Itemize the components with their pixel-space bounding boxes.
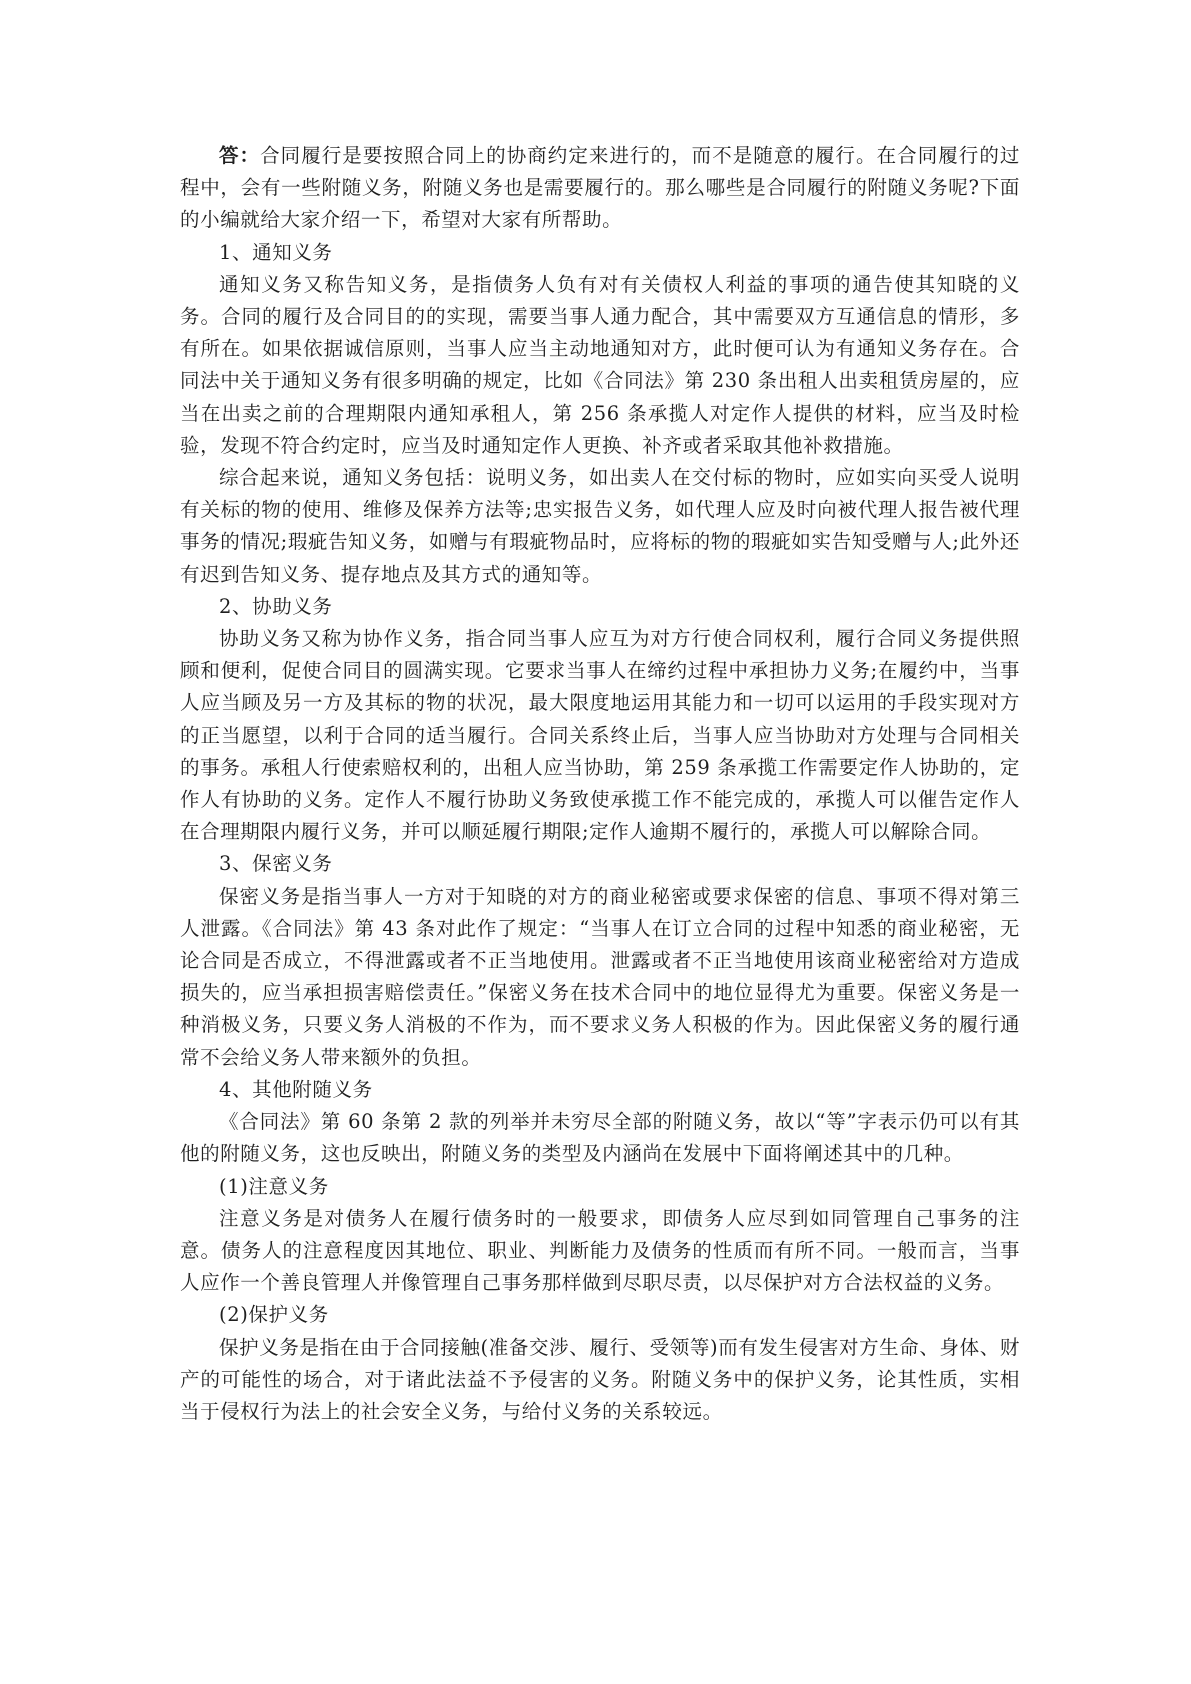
section-heading-confidentiality: 3、保密义务 xyxy=(219,852,333,876)
answer-lead: 答： xyxy=(219,144,261,167)
section-heading-care: (1)注意义务 xyxy=(219,1174,329,1198)
paragraph-care: 注意义务是对债务人在履行债务时的一般要求，即债务人应尽到如同管理自己事务的注意。债务人的注意程度因其地位、职业、判断能力及债务的性质而有所不同。一般而言，当事人应作一个善良管理人并像管理自己事务那样做到尽职尽责，以尽保护对方合法权益的义务。 xyxy=(180,1206,1020,1295)
document-body xyxy=(180,140,1020,1428)
intro-paragraph xyxy=(180,140,1020,237)
paragraph-protection: 保护义务是指在由于合同接触(准备交涉、履行、受领等)而有发生侵害对方生命、身体、财产的可能性的场合，对于诸此法益不予侵害的义务。附随义务中的保护义务，论其性质，实相当于侵权行为法上的社会安全义务，与给付义务的关系较远。 xyxy=(180,1335,1020,1423)
paragraph-notice-definition: 通知义务又称告知义务，是指债务人负有对有关债权人利益的事项的通告使其知晓的义务。合同的履行及合同目的的实现，需要当事人通力配合，其中需要双方互通信息的情形，多有所在。如果依据诚信原则，当事人应当主动地通知对方，此时便可认为有通知义务存在。合同法中关于通知义务有很多明确的规定，比如《合同法》第 230 条出租人出卖租赁房屋的，应当在出卖之前的合理期限内通知承租人，第 256 条承揽人对定作人提供的材料，应当及时检验，发现不符合约定时，应当及时通知定作人更换、补齐或者采取其他补救措施。 xyxy=(180,272,1020,457)
intro-text: 合同履行是要按照合同上的协商约定来进行的，而不是随意的履行。在合同履行的过程中，会有一些附随义务，附随义务也是需要履行的。那么哪些是合同履行的附随义务呢?下面的小编就给大家介绍一下，希望对大家有所帮助。 xyxy=(180,144,1021,232)
paragraph-assistance: 协助义务又称为协作义务，指合同当事人应互为对方行使合同权利，履行合同义务提供照顾和便利，促使合同目的圆满实现。它要求当事人在缔约过程中承担协力义务;在履约中，当事人应当顾及另一方及其标的物的状况，最大限度地运用其能力和一切可以运用的手段实现对方的正当愿望，以利于合同的适当履行。合同关系终止后，当事人应当协助对方处理与合同相关的事务。承租人行使索赔权利的，出租人应当协助，第 259 条承揽工作需要定作人协助的，定作人有协助的义务。定作人不履行协助义务致使承揽工作不能完成的，承揽人可以催告定作人在合理期限内履行义务，并可以顺延履行期限;定作人逾期不履行的，承揽人可以解除合同。 xyxy=(180,627,1020,844)
section-heading-other: 4、其他附随义务 xyxy=(219,1077,373,1101)
section-heading-notice: 1、通知义务 xyxy=(219,240,333,264)
paragraph-other: 《合同法》第 60 条第 2 款的列举并未穷尽全部的附随义务，故以“等”字表示仍可以有其他的附随义务，这也反映出，附随义务的类型及内涵尚在发展中下面将阐述其中的几种。 xyxy=(180,1110,1020,1166)
section-heading-assistance: 2、协助义务 xyxy=(219,594,333,618)
paragraph-confidentiality: 保密义务是指当事人一方对于知晓的对方的商业秘密或要求保密的信息、事项不得对第三人泄露。《合同法》第 43 条对此作了规定：“当事人在订立合同的过程中知悉的商业秘密，无论合同是否成立，不得泄露或者不正当地使用。泄露或者不正当地使用该商业秘密给对方造成损失的，应当承担损害赔偿责任。”保密义务在技术合同中的地位显得尤为重要。保密义务是一种消极义务，只要义务人消极的不作为，而不要求义务人积极的作为。因此保密义务的履行通常不会给义务人带来额外的负担。 xyxy=(180,884,1020,1069)
section-heading-protection: (2)保护义务 xyxy=(219,1303,329,1327)
paragraph-notice-summary: 综合起来说，通知义务包括：说明义务，如出卖人在交付标的物时，应如实向买受人说明有关标的物的使用、维修及保养方法等;忠实报告义务，如代理人应及时向被代理人报告被代理事务的情况;瑕疵告知义务，如赠与有瑕疵物品时，应将标的物的瑕疵如实告知受赠与人;此外还有迟到告知义务、提存地点及其方式的通知等。 xyxy=(180,466,1020,586)
